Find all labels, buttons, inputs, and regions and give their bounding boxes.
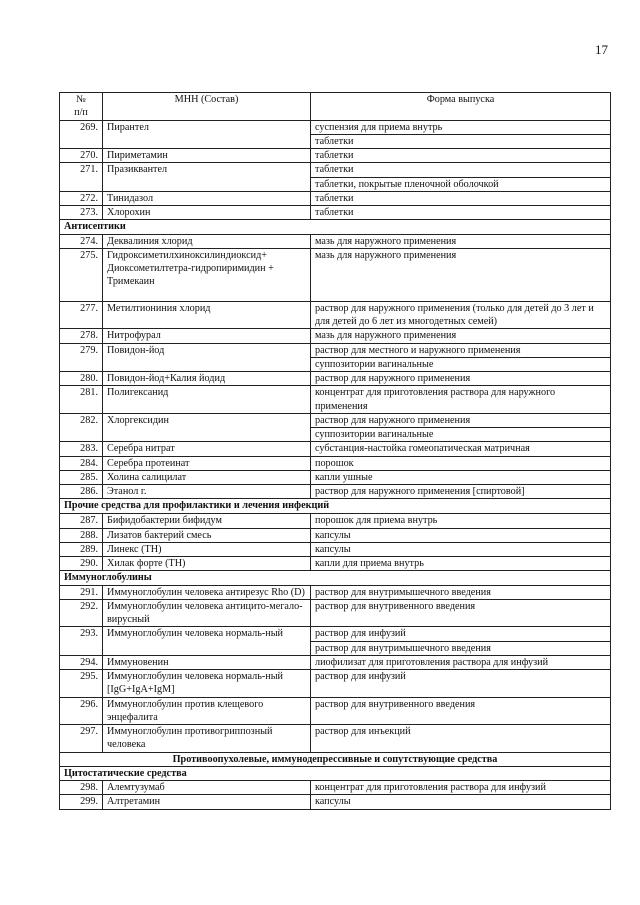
table-row	[60, 470, 611, 484]
drug-name: Хилак форте (ТН)	[103, 557, 311, 571]
release-form: таблетки	[311, 149, 611, 163]
row-number: 297.	[60, 725, 103, 753]
release-form: таблетки	[311, 163, 611, 177]
drug-name: Пириметамин	[103, 149, 311, 163]
drug-name: Нитрофурал	[103, 329, 311, 343]
release-form: раствор для инфузий	[311, 627, 611, 641]
release-form: субстанция-настойка гомеопатическая матричная	[311, 442, 611, 456]
drug-name: Полигексанид	[103, 386, 311, 414]
release-form: раствор для наружного применения	[311, 413, 611, 427]
row-number: 292.	[60, 599, 103, 627]
group-heading: Противоопухолевые, иммунодепрессивные и сопутствующие средства	[60, 752, 611, 766]
release-form: суспензия для приема внутрь	[311, 120, 611, 134]
row-number: 282.	[60, 413, 103, 442]
table-row	[60, 781, 611, 795]
section-heading: Иммуноглобулины	[60, 571, 611, 585]
table-row	[60, 234, 611, 248]
table-row	[60, 513, 611, 528]
drug-name: Тинидазол	[103, 191, 311, 205]
section-row	[60, 220, 611, 234]
header-name: МНН (Состав)	[103, 93, 311, 121]
row-number: 283.	[60, 442, 103, 456]
table-row	[60, 585, 611, 599]
table-row	[60, 206, 611, 220]
table-row	[60, 670, 611, 698]
release-form: лиофилизат для приготовления раствора для инфузий	[311, 655, 611, 669]
row-number: 269.	[60, 120, 103, 149]
row-number: 273.	[60, 206, 103, 220]
release-form: порошок для приема внутрь	[311, 513, 611, 528]
table-row	[60, 456, 611, 470]
group-heading-row	[60, 752, 611, 766]
table-row	[60, 372, 611, 386]
drug-name: Алтретамин	[103, 795, 311, 809]
section-heading: Антисептики	[60, 220, 611, 234]
release-form: раствор для внутримышечного введения	[311, 585, 611, 599]
release-form: раствор для местного и наружного применения	[311, 343, 611, 357]
table-header-row	[60, 93, 611, 121]
drug-name: Холина салицилат	[103, 470, 311, 484]
row-number: 271.	[60, 163, 103, 192]
row-number: 296.	[60, 697, 103, 725]
table-row	[60, 329, 611, 343]
drug-name: Празиквантел	[103, 163, 311, 192]
table-row	[60, 655, 611, 669]
row-number: 275.	[60, 248, 103, 301]
table-row	[60, 599, 611, 627]
release-form: раствор для наружного применения [спиртовой]	[311, 485, 611, 499]
release-form: таблетки	[311, 191, 611, 205]
row-number: 280.	[60, 372, 103, 386]
row-number: 291.	[60, 585, 103, 599]
table-row	[60, 149, 611, 163]
row-number: 293.	[60, 627, 103, 656]
section-row	[60, 766, 611, 780]
release-form: капсулы	[311, 542, 611, 556]
table-body	[60, 120, 611, 809]
release-form: раствор для наружного применения	[311, 372, 611, 386]
release-form: раствор для инфузий	[311, 670, 611, 698]
header-form: Форма выпуска	[311, 93, 611, 121]
drug-name: Гидроксиметилхиноксилиндиоксид+ Диоксометилтетра-гидропиримидин + Тримекаин	[103, 248, 311, 301]
table-row	[60, 725, 611, 753]
section-heading: Цитостатические средства	[60, 766, 611, 780]
table-row	[60, 248, 611, 301]
section-row	[60, 571, 611, 585]
drug-name: Лизатов бактерий смесь	[103, 528, 311, 542]
release-form: мазь для наружного применения	[311, 329, 611, 343]
page-number: 17	[595, 42, 608, 57]
release-form: мазь для наружного применения	[311, 234, 611, 248]
release-form: капсулы	[311, 795, 611, 809]
row-number: 289.	[60, 542, 103, 556]
table-row	[60, 191, 611, 205]
table-row	[60, 485, 611, 499]
drug-name: Иммуноглобулин человека нормаль-ный	[103, 627, 311, 656]
drug-name: Повидон-йод+Калия йодид	[103, 372, 311, 386]
row-number: 272.	[60, 191, 103, 205]
release-form: капсулы	[311, 528, 611, 542]
row-number: 285.	[60, 470, 103, 484]
table-row	[60, 386, 611, 414]
drug-name: Этанол г.	[103, 485, 311, 499]
row-number: 298.	[60, 781, 103, 795]
release-form: раствор для внутривенного введения	[311, 697, 611, 725]
drug-name: Иммуноглобулин против клещевого энцефалита	[103, 697, 311, 725]
row-number: 288.	[60, 528, 103, 542]
table-row	[60, 120, 611, 134]
table-row	[60, 697, 611, 725]
release-form: порошок	[311, 456, 611, 470]
drug-name: Иммуноглобулин противогриппозный человека	[103, 725, 311, 753]
row-number: 274.	[60, 234, 103, 248]
section-heading: Прочие средства для профилактики и лечения инфекций	[60, 499, 611, 513]
row-number: 281.	[60, 386, 103, 414]
row-number: 277.	[60, 301, 103, 329]
table-row	[60, 442, 611, 456]
row-number: 284.	[60, 456, 103, 470]
section-row	[60, 499, 611, 513]
release-form: капли ушные	[311, 470, 611, 484]
drug-name: Бифидобактерии бифидум	[103, 513, 311, 528]
table-row	[60, 343, 611, 357]
row-number: 299.	[60, 795, 103, 809]
release-form: суппозитории вагинальные	[311, 428, 611, 442]
drug-name: Иммуновенин	[103, 655, 311, 669]
drug-name: Алемтузумаб	[103, 781, 311, 795]
drug-name: Хлоргексидин	[103, 413, 311, 442]
release-form: таблетки	[311, 206, 611, 220]
drug-name: Серебра нитрат	[103, 442, 311, 456]
drug-name: Хлорохин	[103, 206, 311, 220]
drug-name: Серебра протеинат	[103, 456, 311, 470]
release-form: таблетки, покрытые пленочной оболочкой	[311, 177, 611, 191]
drug-name: Повидон-йод	[103, 343, 311, 372]
row-number: 278.	[60, 329, 103, 343]
row-number: 287.	[60, 513, 103, 528]
release-form: концентрат для приготовления раствора для инфузий	[311, 781, 611, 795]
release-form: таблетки	[311, 134, 611, 148]
header-num: № п/п	[60, 93, 103, 121]
row-number: 270.	[60, 149, 103, 163]
drug-name: Иммуноглобулин человека нормаль-ный [IgG+IgA+IgM]	[103, 670, 311, 698]
release-form: мазь для наружного применения	[311, 248, 611, 301]
row-number: 295.	[60, 670, 103, 698]
table-row	[60, 163, 611, 177]
table-row	[60, 557, 611, 571]
drug-name: Иммуноглобулин человека антирезус Rho (D)	[103, 585, 311, 599]
release-form: раствор для инъекций	[311, 725, 611, 753]
release-form: раствор для внутривенного введения	[311, 599, 611, 627]
drug-name: Метилтиониния хлорид	[103, 301, 311, 329]
row-number: 290.	[60, 557, 103, 571]
row-number: 279.	[60, 343, 103, 372]
release-form: раствор для внутримышечного введения	[311, 641, 611, 655]
table-row	[60, 795, 611, 809]
row-number: 294.	[60, 655, 103, 669]
table-row	[60, 301, 611, 329]
table-row	[60, 528, 611, 542]
table-row	[60, 413, 611, 427]
row-number: 286.	[60, 485, 103, 499]
release-form: концентрат для приготовления раствора для наружного применения	[311, 386, 611, 414]
drug-name: Деквалиния хлорид	[103, 234, 311, 248]
table-row	[60, 627, 611, 641]
table-row	[60, 542, 611, 556]
drug-table	[59, 92, 611, 810]
drug-name: Пирантел	[103, 120, 311, 149]
release-form: суппозитории вагинальные	[311, 357, 611, 371]
release-form: раствор для наружного применения (только для детей до 3 лет и для детей до 6 лет из многодетных семей)	[311, 301, 611, 329]
release-form: капли для приема внутрь	[311, 557, 611, 571]
drug-name: Линекс (ТН)	[103, 542, 311, 556]
drug-name: Иммуноглобулин человека антицито-мегало-вирусный	[103, 599, 311, 627]
